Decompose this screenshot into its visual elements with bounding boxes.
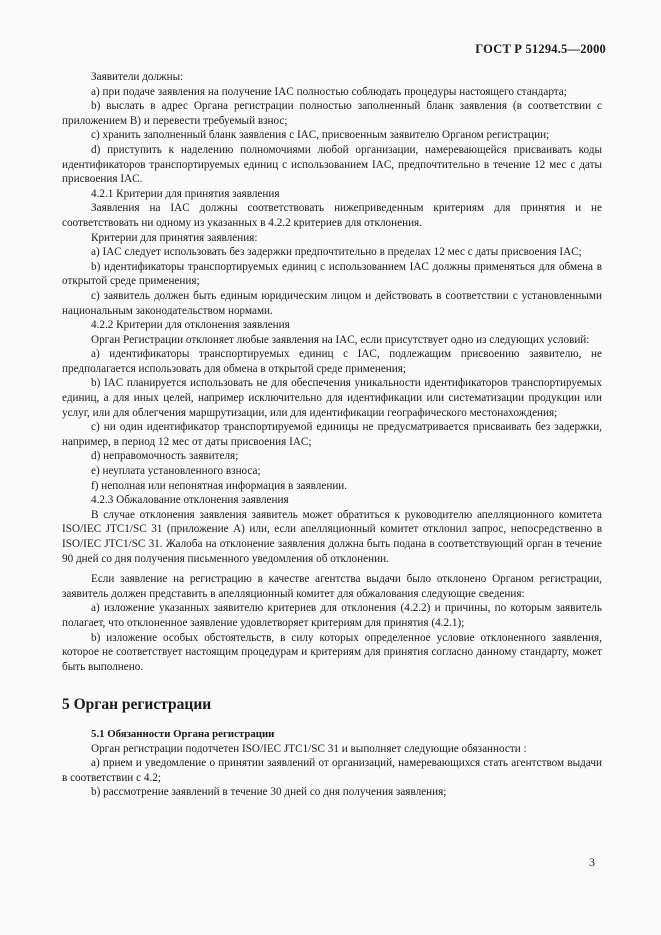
list-item: а) IAC следует использовать без задержки предпочтительно в пределах 12 мес с даты присвоения IAC; [91, 246, 582, 259]
list-item: а) прием и уведомление о принятии заявлений от организаций, намеревающихся стать агентством выдачи в соответствии с 4.2; [62, 757, 602, 784]
subsection-title: 5.1 Обязанности Органа регистрации [91, 727, 275, 740]
paragraph: Заявления на IAC должны соответствовать нижеприведенным критериям для принятия и не соответствовать ни одному из указанных в 4.2.2 критериев для отклонения. [62, 202, 602, 229]
clause-heading: 4.2.1 Критерии для принятия заявления [91, 187, 280, 200]
paragraph: Орган регистрации подотчетен ISO/IEC JTC1/SC 31 и выполняет следующие обязанности : [91, 742, 527, 755]
list-item: с) хранить заполненный бланк заявления с IAC, присвоенным заявителю Органом регистрации; [91, 129, 550, 142]
list-item: а) идентификаторы транспортируемых единиц с IAC, подлежащим присвоению заявителю, не предполагается использовать для обмена в открытой среде применения; [62, 348, 602, 375]
list-item: b) идентификаторы транспортируемых единиц с использованием IAC должны применяться для обмена в открытой среде применения; [62, 260, 602, 288]
list-item: а) изложение указанных заявителю критериев для отклонения (4.2.2) и причины, по которым заявитель полагает, что отклоненное заявление удовлетворяет критериям для принятия (4.2.1); [62, 602, 602, 629]
paragraph: В случае отклонения заявления заявитель может обратиться к руководителю апелляционного комитета ISO/IEC JTC1/SC 31 (приложение А) или, если апелляционный комитет отклонил запрос, непосредственно в ISO/IEC JTC1/SC 31. Жалоба на отклонение заявления должна быть подана в соответствующий орган в течение 90 дней со дня получения письменного уведомления об отклонении. [62, 508, 602, 565]
list-item: а) при подаче заявления на получение IAC полностью соблюдать процедуры настоящего стандарта; [91, 85, 567, 98]
clause-heading: 4.2.2 Критерии для отклонения заявления [91, 319, 290, 332]
paragraph: Критерии для принятия заявления: [91, 231, 258, 244]
list-item: b) изложение особых обстоятельств, в силу которых определенное условие отклоненного заявления, которое не соответствует настоящим процедурам и критериям для принятия согласно данному стандарту, может быть выполнено. [62, 631, 602, 673]
body-text [62, 70, 602, 800]
paragraph: Орган Регистрации отклоняет любые заявления на IAC, если присутствует одно из следующих условий: [91, 333, 590, 346]
list-item: d) неправомочность заявителя; [91, 450, 239, 463]
list-item: b) IAC планируется использовать не для обеспечения уникальности идентификаторов транспортируемых единиц, а для иных целей, например исключительно для идентификации или систематизации продукции или услуг, или для облегчения маршрутизации, или для идентификации географического местонахождения; [62, 377, 602, 419]
list-item: b) рассмотрение заявлений в течение 30 дней со дня получения заявления; [91, 786, 447, 799]
list-item: с) заявитель должен быть единым юридическим лицом и действовать в соответствии с установленными национальным законодательством нормами. [62, 289, 602, 317]
list-item: b) выслать в адрес Органа регистрации полностью заполненный бланк заявления (в соответствии с приложением В) и перевести требуемый взнос; [62, 100, 602, 127]
page-number: 3 [589, 855, 595, 869]
list-item: d) приступить к наделению полномочиями любой организации, намеревающейся присваивать коды идентификаторов транспортируемых единиц с использованием IAC, предпочтительно в течение 12 мес с даты присвоения IAC. [62, 143, 602, 186]
list-item: с) ни один идентификатор транспортируемой единицы не предусматривается присваивать без задержки, например, в период 12 мес от даты присвоения IAC; [62, 421, 602, 448]
list-item: е) неуплата установленного взноса; [91, 465, 261, 478]
list-item: f) неполная или непонятная информация в заявлении. [91, 479, 348, 492]
standard-code: ГОСТ Р 51294.5—2000 [475, 42, 606, 56]
clause-heading: 4.2.3 Обжалование отклонения заявления [91, 494, 289, 507]
paragraph: Заявители должны: [91, 71, 184, 83]
paragraph: Если заявление на регистрацию в качестве агентства выдачи было отклонено Органом регистрации, заявитель должен представить в апелляционный комитет для обжалования следующие сведения: [62, 573, 602, 600]
section-title: 5 Орган регистрации [62, 696, 212, 714]
